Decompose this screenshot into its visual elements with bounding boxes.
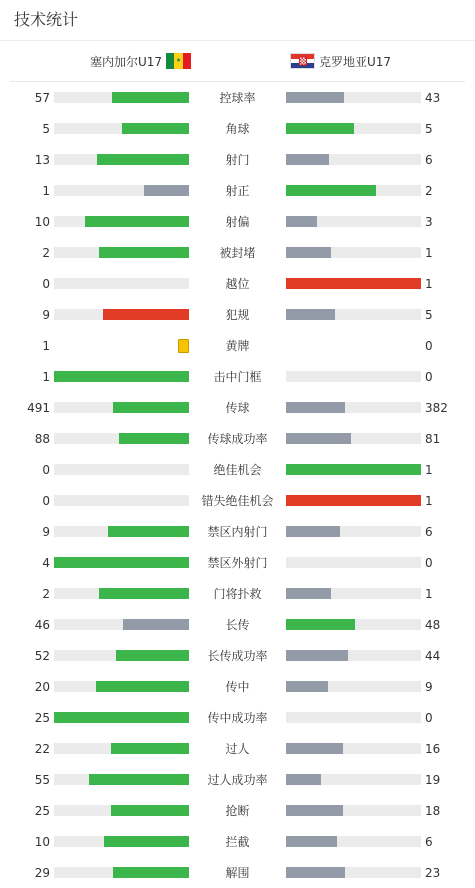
away-bar-track [286,92,421,103]
away-bar-fill [286,495,421,506]
home-value: 1 [42,339,50,353]
stat-label: 绝佳机会 [213,463,262,477]
away-bar-track [286,681,421,692]
stat-label: 禁区内射门 [207,525,268,539]
stat-label: 射偏 [225,215,250,229]
home-team[interactable] [90,41,191,81]
stat-label: 拦截 [225,835,250,849]
home-team-name: 塞内加尔U17 [90,54,163,69]
home-value: 57 [34,91,50,105]
stat-label: 错失绝佳机会 [201,494,274,508]
away-bar-track [286,371,421,382]
home-bar-fill [113,402,189,413]
stat-label: 禁区外射门 [207,556,268,570]
stat-row [0,857,475,888]
away-value: 382 [425,401,448,415]
home-bar-fill [122,123,190,134]
home-value: 46 [34,618,50,632]
stat-label: 射门 [225,153,250,167]
home-bar-track [54,743,189,754]
away-bar-fill [286,526,340,537]
away-value: 9 [425,680,433,694]
home-value: 10 [34,835,50,849]
stat-label: 传中 [225,680,250,694]
stat-row [0,392,475,423]
away-bar-track [286,774,421,785]
home-bar-fill [111,743,189,754]
home-bar-track [54,619,189,630]
away-bar-track [286,154,421,165]
away-bar-track [286,805,421,816]
stat-row [0,361,475,392]
stat-row [0,733,475,764]
away-value: 18 [425,804,441,818]
stat-label: 被封堵 [219,246,256,260]
away-bar-track [286,278,421,289]
stat-row [0,609,475,640]
home-value: 5 [42,122,50,136]
yellow-card-icon [178,339,189,353]
stat-row [0,640,475,671]
stat-label: 犯规 [225,308,250,322]
away-value: 23 [425,866,441,880]
stat-row [0,144,475,175]
stat-row [0,113,475,144]
home-value: 9 [42,525,50,539]
away-bar-fill [286,216,317,227]
away-value: 0 [425,370,433,384]
home-bar-fill [111,805,189,816]
away-value: 2 [425,184,433,198]
home-value: 1 [42,184,50,198]
home-value: 25 [34,711,50,725]
home-bar-track [54,433,189,444]
stat-row [0,702,475,733]
stat-label: 抢断 [225,804,250,818]
away-bar-fill [286,836,337,847]
home-bar-fill [96,681,189,692]
away-bar-track [286,526,421,537]
home-bar-track [54,650,189,661]
stat-label: 传球 [225,401,250,415]
away-value: 0 [425,711,433,725]
home-bar-fill [103,309,189,320]
away-bar-track [286,123,421,134]
away-value: 0 [425,556,433,570]
home-bar-fill [97,154,189,165]
home-value: 55 [34,773,50,787]
away-bar-track [286,588,421,599]
stat-label: 黄牌 [225,339,250,353]
stat-row [0,826,475,857]
away-bar-track [286,619,421,630]
stat-row [0,299,475,330]
stat-label: 传球成功率 [207,432,268,446]
away-bar-fill [286,805,343,816]
stat-row [0,795,475,826]
home-bar-track [54,557,189,568]
home-bar-fill [108,526,189,537]
away-value: 0 [425,339,433,353]
away-bar-track [286,185,421,196]
away-value: 5 [425,308,433,322]
home-bar-track [54,185,189,196]
stat-label: 角球 [225,122,250,136]
stat-row [0,423,475,454]
home-bar-track [54,712,189,723]
home-bar-fill [119,433,189,444]
away-bar-fill [286,681,328,692]
stat-label: 门将扑救 [213,587,262,601]
home-bar-track [54,278,189,289]
away-bar-fill [286,867,345,878]
away-value: 48 [425,618,441,632]
away-bar-track [286,464,421,475]
stat-row [0,485,475,516]
stat-label: 过人成功率 [207,773,268,787]
stat-row [0,330,475,361]
home-value: 20 [34,680,50,694]
away-bar-track [286,402,421,413]
home-value: 9 [42,308,50,322]
away-value: 1 [425,494,433,508]
stat-label: 过人 [225,742,250,756]
home-bar-fill [123,619,189,630]
senegal-flag-icon: ★ [166,53,191,69]
away-bar-fill [286,402,345,413]
home-bar-track [54,805,189,816]
away-bar-fill [286,619,355,630]
home-value: 2 [42,587,50,601]
stat-label: 长传 [225,618,250,632]
home-bar-track [54,92,189,103]
away-value: 1 [425,463,433,477]
stat-row [0,578,475,609]
stat-row [0,206,475,237]
stat-label: 控球率 [219,91,256,105]
stat-row [0,671,475,702]
stat-label: 长传成功率 [207,649,268,663]
home-bar-fill [116,650,189,661]
stat-row [0,516,475,547]
away-bar-fill [286,278,421,289]
away-value: 16 [425,742,441,756]
home-bar-track [54,216,189,227]
home-value: 0 [42,277,50,291]
home-bar-track [54,123,189,134]
away-bar-track [286,712,421,723]
stats-list [0,82,475,888]
home-value: 88 [34,432,50,446]
stat-label: 解围 [225,866,250,880]
home-value: 491 [27,401,50,415]
team-header [10,41,465,82]
home-value: 2 [42,246,50,260]
stat-row [0,175,475,206]
home-bar-fill [99,247,189,258]
away-bar-track [286,247,421,258]
away-value: 43 [425,91,441,105]
away-value: 6 [425,835,433,849]
home-bar-fill [112,92,189,103]
home-bar-fill [89,774,189,785]
away-bar-fill [286,154,329,165]
home-bar-fill [54,557,189,568]
away-bar-track [286,557,421,568]
away-value: 3 [425,215,433,229]
home-bar-fill [54,712,189,723]
home-value: 0 [42,494,50,508]
stat-row [0,237,475,268]
home-bar-track [54,774,189,785]
away-bar-fill [286,433,351,444]
home-bar-track [54,495,189,506]
away-bar-track [286,433,421,444]
away-bar-fill [286,123,354,134]
home-value: 10 [34,215,50,229]
stat-row [0,454,475,485]
away-bar-fill [286,743,343,754]
home-bar-fill [144,185,189,196]
home-bar-track [54,464,189,475]
stat-row [0,764,475,795]
home-bar-track [54,836,189,847]
home-value: 0 [42,463,50,477]
stat-row [0,82,475,113]
home-bar-track [54,867,189,878]
away-team-name: 克罗地亚U17 [319,54,392,69]
home-value: 1 [42,370,50,384]
away-bar-track [286,650,421,661]
page-title: 技术统计 [0,0,475,41]
home-bar-fill [113,867,189,878]
away-bar-track [286,867,421,878]
home-bar-fill [85,216,189,227]
stat-row [0,268,475,299]
home-bar-track [54,309,189,320]
away-bar-fill [286,650,348,661]
home-bar-track [54,588,189,599]
home-value: 4 [42,556,50,570]
away-value: 6 [425,525,433,539]
home-value: 25 [34,804,50,818]
away-value: 1 [425,277,433,291]
away-bar-fill [286,247,331,258]
away-bar-fill [286,774,321,785]
home-value: 22 [34,742,50,756]
home-bar-fill [99,588,189,599]
away-bar-track [286,743,421,754]
away-bar-fill [286,92,344,103]
away-bar-track [286,495,421,506]
away-bar-track [286,836,421,847]
away-value: 19 [425,773,441,787]
stat-label: 传中成功率 [207,711,268,725]
stat-row [0,547,475,578]
home-bar-fill [104,836,189,847]
away-value: 1 [425,587,433,601]
home-bar-track [54,247,189,258]
croatia-flag-icon [290,53,315,69]
away-value: 6 [425,153,433,167]
home-value: 13 [34,153,50,167]
away-bar-fill [286,464,421,475]
home-bar-track [54,402,189,413]
home-value: 29 [34,866,50,880]
away-value: 81 [425,432,441,446]
home-value: 52 [34,649,50,663]
away-value: 44 [425,649,441,663]
stat-label: 击中门框 [213,370,262,384]
away-bar-track [286,216,421,227]
away-bar-track [286,309,421,320]
home-bar-fill [54,371,189,382]
away-bar-fill [286,309,335,320]
home-bar-track [54,371,189,382]
home-bar-track [54,681,189,692]
away-bar-fill [286,185,376,196]
away-team[interactable] [290,41,391,81]
away-bar-fill [286,588,331,599]
home-bar-track [54,154,189,165]
away-value: 1 [425,246,433,260]
stat-label: 越位 [225,277,250,291]
stat-label: 射正 [225,184,250,198]
away-value: 5 [425,122,433,136]
home-bar-track [54,526,189,537]
